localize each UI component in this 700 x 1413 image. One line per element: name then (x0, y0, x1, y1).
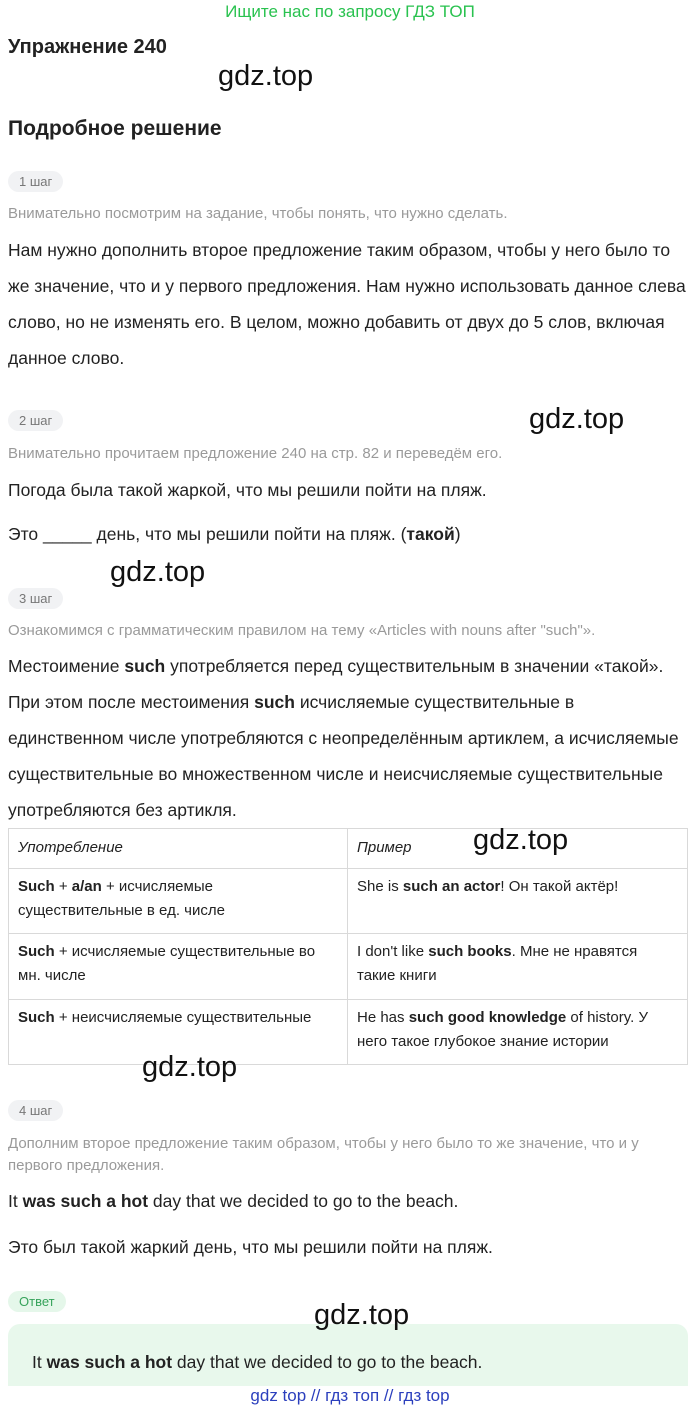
usage-text: + (54, 877, 72, 895)
rule-keyword: such (254, 692, 295, 712)
exercise-title: Упражнение 240 (8, 36, 167, 58)
usage-table (8, 828, 688, 1065)
step-3-hint: Ознакомимся с грамматическим правилом на тему «Articles with nouns after "such"». (8, 622, 596, 639)
usage-keyword: Such (18, 1008, 55, 1026)
watermark: gdz.top (529, 403, 625, 435)
watermark: gdz.top (314, 1299, 410, 1331)
example-text: He has (357, 1008, 409, 1026)
watermark: gdz.top (110, 556, 206, 588)
step-2-gap-sentence (8, 524, 461, 545)
table-row (9, 868, 688, 933)
usage-keyword: Such (18, 943, 55, 961)
example-text: ! Он такой актёр! (500, 877, 619, 895)
gap-sentence-text: Это _____ день, что мы решили пойти на пляж. ( (8, 524, 407, 544)
sentence-keyword: was such a hot (22, 1191, 149, 1211)
gap-sentence-end: ) (454, 524, 461, 544)
example-text: She is (357, 877, 403, 895)
rule-text-part: употребляется перед существительным в значении «такой». При этом после местоимения (8, 656, 664, 712)
example-cell (348, 868, 688, 933)
example-text: of history. У него такое глубокое знание истории (357, 1008, 648, 1050)
header-usage: Употребление (9, 829, 348, 869)
step-3-rule-text (8, 648, 692, 828)
gap-hint-word: такой (406, 524, 455, 544)
solution-heading: Подробное решение (8, 117, 222, 140)
step-3-badge: 3 шаг (8, 588, 63, 609)
usage-keyword: Such (18, 877, 55, 895)
rule-keyword: such (124, 656, 166, 676)
footer-links[interactable]: gdz top // гдз топ // гдз top (250, 1386, 450, 1405)
step-4-sentence-ru: Это был такой жаркий день, что мы решили пойти на пляж. (8, 1237, 493, 1257)
table-row (9, 999, 688, 1064)
watermark: gdz.top (473, 824, 569, 856)
sentence-text: It (8, 1191, 23, 1211)
usage-cell (9, 868, 348, 933)
usage-keyword: a/an (71, 877, 102, 895)
example-text: I don't like (357, 943, 429, 961)
usage-text: + неисчисляемые существительные (54, 1008, 312, 1026)
example-keyword: such an actor (402, 877, 501, 895)
example-keyword: such good knowledge (408, 1008, 567, 1026)
table-row (9, 934, 688, 999)
step-1-text: Нам нужно дополнить второе предложение таким образом, чтобы у него было то же значение, что и у первого предложения. Нам нужно использовать данное слева слово, но не изменять его. В целом, можно добавить от двух до 5 слов, включая данное слово. (8, 240, 686, 368)
step-1-hint: Внимательно посмотрим на задание, чтобы понять, что нужно сделать. (8, 205, 508, 222)
header-example: Пример (348, 829, 688, 869)
answer-text: day that we decided to go to the beach. (172, 1352, 483, 1372)
answer-text: It (32, 1352, 47, 1372)
answer-keyword: was such a hot (46, 1352, 173, 1372)
example-text: . Мне не нравятся такие книги (357, 943, 638, 985)
step-1-badge: 1 шаг (8, 171, 63, 192)
answer-badge: Ответ (8, 1291, 66, 1312)
sentence-text: day that we decided to go to the beach. (148, 1191, 459, 1211)
step-4-hint: Дополним второе предложение таким образом, чтобы у него было то же значение, что и у первого предложения. (8, 1135, 639, 1174)
step-2-hint: Внимательно прочитаем предложение 240 на стр. 82 и переведём его. (8, 445, 503, 462)
watermark: gdz.top (218, 60, 314, 92)
promo-banner[interactable]: Ищите нас по запросу ГДЗ ТОП (225, 2, 475, 21)
usage-cell (9, 934, 348, 999)
answer-sentence (32, 1352, 482, 1373)
rule-text-part: Местоимение (8, 656, 125, 676)
rule-text-part: исчисляемые существительные в единственном числе употребляются с неопределённым артиклем, а исчисляемые существительные во множественном числе и неисчисляемые существительные употребляются без артикля. (8, 692, 679, 820)
example-cell (348, 999, 688, 1064)
step-4-sentence-en (8, 1191, 458, 1212)
step-2-sentence-ru: Погода была такой жаркой, что мы решили пойти на пляж. (8, 480, 487, 500)
watermark: gdz.top (142, 1051, 238, 1083)
usage-text: + исчисляемые существительные в ед. числе (18, 877, 225, 919)
usage-text: + исчисляемые существительные во мн. числе (18, 943, 316, 985)
step-4-badge: 4 шаг (8, 1100, 63, 1121)
example-keyword: such books (428, 943, 512, 961)
step-2-badge: 2 шаг (8, 410, 63, 431)
example-cell (348, 934, 688, 999)
table-header-row (9, 829, 688, 869)
